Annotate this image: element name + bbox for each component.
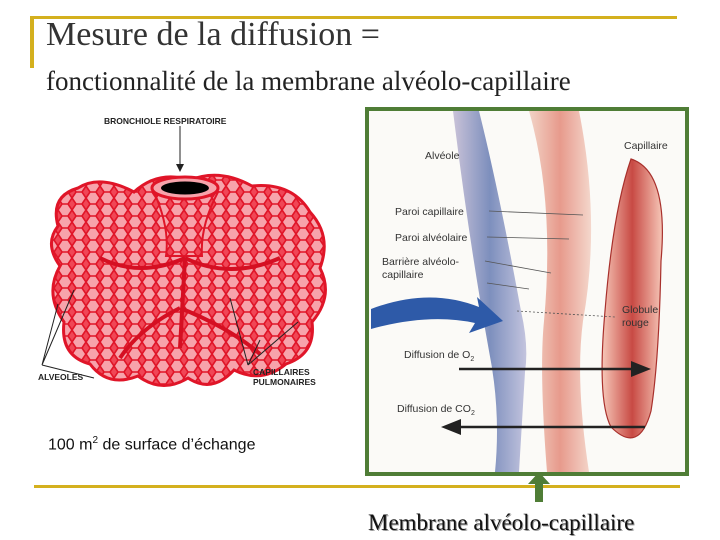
surface-exponent: 2	[92, 435, 99, 446]
globule-label-line2: rouge	[622, 317, 649, 329]
globule-rouge-label	[622, 304, 658, 330]
surface-suffix: de surface d’échange	[98, 436, 256, 454]
globule-label-line1: Globule	[622, 304, 659, 316]
barriere-label-line2: capillaire	[382, 269, 424, 281]
capillaire-label: Capillaire	[624, 140, 668, 152]
slide-title: Mesure de la diffusion =	[46, 16, 380, 53]
barriere-label	[382, 256, 459, 282]
diffusion-o2-label	[404, 349, 474, 366]
paroi-alveolaire-label: Paroi alvéolaire	[395, 232, 468, 244]
capillaires-label-line2: PULMONAIRES	[253, 377, 316, 387]
co2-subscript: 2	[470, 410, 475, 418]
alveoles-label: ALVEOLES	[38, 372, 84, 382]
capillaires-label	[253, 367, 316, 387]
surface-prefix: 100 m	[48, 436, 93, 454]
exchange-surface-caption	[48, 435, 255, 454]
o2-subscript: 2	[470, 356, 475, 364]
bottom-accent-rule	[34, 485, 680, 488]
diffusion-o2-text: Diffusion de O	[404, 349, 471, 361]
paroi-capillaire-label: Paroi capillaire	[395, 206, 464, 218]
diffusion-co2-text: Diffusion de CO	[397, 403, 471, 415]
diffusion-co2-label	[397, 403, 475, 420]
bronchiole-label: BRONCHIOLE RESPIRATOIRE	[104, 116, 227, 126]
membrane-caption: Membrane alvéolo-capillaire	[368, 510, 635, 535]
title-accent-vertical-bar	[30, 16, 34, 68]
membrane-diagram-panel	[365, 107, 689, 476]
alveoli-cluster-drawing	[30, 108, 360, 438]
capillaires-label-line1: CAPILLAIRES	[253, 367, 310, 377]
membrane-pointer-arrow-icon	[528, 472, 550, 502]
alveole-label: Alvéole	[425, 150, 460, 162]
alveoli-illustration	[30, 108, 360, 438]
slide-subtitle: fonctionnalité de la membrane alvéolo-capillaire	[46, 66, 571, 96]
barriere-label-line1: Barrière alvéolo-	[382, 256, 460, 268]
